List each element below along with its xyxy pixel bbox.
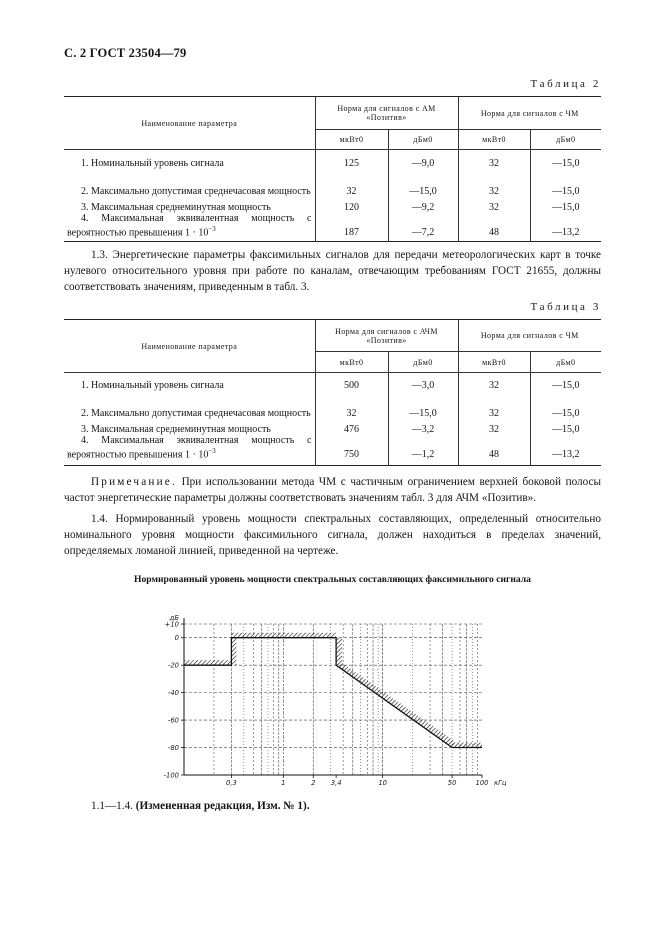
table2-cell: 125 <box>315 150 388 169</box>
table-row <box>64 435 601 466</box>
table3-cell: 32 <box>458 373 530 391</box>
y-tick-label: 0 <box>174 634 179 643</box>
table3-cell: —15,0 <box>388 391 458 419</box>
table3-row-name: 1. Номинальный уровень сигнала <box>81 379 224 391</box>
table2-cell: —15,0 <box>530 169 601 197</box>
x-tick-label: 2 <box>311 779 316 787</box>
table3-cell: 32 <box>315 391 388 419</box>
x-tick-label: 1 <box>281 779 286 787</box>
table2-unit: дБм0 <box>388 130 458 150</box>
table2-row-name: 3. Максимальная среднеминутная мощность <box>81 201 271 213</box>
table3-row-name: 3. Максимальная среднеминутная мощность <box>81 423 271 435</box>
table-row <box>64 197 601 213</box>
table2-row-name: 1. Номинальный уровень сигнала <box>81 157 224 169</box>
y-tick-label: -100 <box>163 771 179 780</box>
table2-row-name: 2. Максимально допустимая среднечасовая мощность <box>81 185 311 197</box>
table3-cell: —13,2 <box>530 435 601 466</box>
table3-cell: 48 <box>458 435 530 466</box>
table-row <box>64 373 601 391</box>
table2-cell: 32 <box>315 169 388 197</box>
table2-group1-header: Норма для сигналов с АМ «Позитив» <box>315 97 458 130</box>
y-unit-label: дБ <box>169 614 179 622</box>
table3-cell: 32 <box>458 419 530 435</box>
footer-bold: (Измененная редакция, Изм. № 1). <box>135 800 310 812</box>
table3-row-name <box>64 435 315 466</box>
footer-note <box>91 800 310 812</box>
table3-unit: дБм0 <box>530 352 601 373</box>
table2-cell: 32 <box>458 150 530 169</box>
y-tick-label: -20 <box>167 661 179 670</box>
y-tick-label: -80 <box>167 744 179 753</box>
table3-unit: дБм0 <box>388 352 458 373</box>
table3 <box>64 319 601 466</box>
table2-row-name <box>64 213 315 242</box>
table2-cell: —15,0 <box>530 197 601 213</box>
chart-grid <box>184 624 482 775</box>
table3-caption: Таблица 3 <box>530 301 601 313</box>
table2-cell: —13,2 <box>530 213 601 242</box>
table3-cell: —3,2 <box>388 419 458 435</box>
table3-row-name-text: 4. Максимальная эквивалентная мощность с вероятностью превышения 1 · 10 <box>67 434 312 460</box>
hatch-band-low <box>184 660 231 665</box>
table2-cell: —9,2 <box>388 197 458 213</box>
x-tick-label: 3,4 <box>330 779 342 787</box>
table3-row-name: 2. Максимально допустимая среднечасовая мощность <box>81 407 311 419</box>
table3-col-param: Наименование параметра <box>64 320 315 373</box>
chart <box>150 610 507 788</box>
paragraph-1-3: 1.3. Энергетические параметры факсимильных сигналов для передачи метеорологических карт в точке нулевого относительного уровня при работе по каналам, отвечающим требованиям ГОСТ 21655, должны соответствовать значениям, приведенным в табл. 3. <box>64 249 601 293</box>
table2-cell: 48 <box>458 213 530 242</box>
table2-row-name-text: 4. Максимальная эквивалентная мощность с вероятностью превышения 1 · 10 <box>67 212 312 238</box>
table2-cell: —15,0 <box>530 150 601 169</box>
table2-unit: дБм0 <box>530 130 601 150</box>
table3-cell: —3,0 <box>388 373 458 391</box>
table2-cell: 32 <box>458 197 530 213</box>
table3-unit: мкВт0 <box>458 352 530 373</box>
x-tick-label: 0,3 <box>225 779 237 787</box>
note-lead: Примечание. <box>91 476 177 488</box>
table2-unit: мкВт0 <box>458 130 530 150</box>
table2-cell: 120 <box>315 197 388 213</box>
hatch-band-top <box>231 633 336 638</box>
table-row <box>64 169 601 197</box>
hatch-band-step <box>231 638 236 665</box>
chart-axes <box>164 614 507 787</box>
hatch-band-drop <box>336 638 342 665</box>
chart-hatch-bands <box>184 633 482 748</box>
y-tick-label: -60 <box>167 716 179 725</box>
table3-row-name-sup: −3 <box>208 446 216 455</box>
table-row <box>64 150 601 169</box>
x-tick-label: 100 <box>475 779 489 787</box>
table3-cell: —15,0 <box>530 419 601 435</box>
table2 <box>64 96 601 242</box>
hatch-band-tail <box>452 743 482 748</box>
x-tick-label: 10 <box>378 779 387 787</box>
table2-cell: 187 <box>315 213 388 242</box>
table2-col-param: Наименование параметра <box>64 97 315 150</box>
page-header: С. 2 ГОСТ 23504—79 <box>64 46 187 60</box>
hatch-band-slope <box>336 662 455 747</box>
table3-unit: мкВт0 <box>315 352 388 373</box>
table-row <box>64 419 601 435</box>
table2-cell: —9,0 <box>388 150 458 169</box>
chart-title: Нормированный уровень мощности спектральных составляющих факсимильного сигнала <box>134 574 531 585</box>
note <box>64 474 601 506</box>
x-tick-label: 50 <box>447 779 457 787</box>
x-unit-label: кГц <box>494 779 507 787</box>
table2-row-name-sup: −3 <box>208 224 216 233</box>
table3-group1-header: Норма для сигналов с АЧМ «Позитив» <box>315 320 458 352</box>
table3-cell: 500 <box>315 373 388 391</box>
table2-cell: 32 <box>458 169 530 197</box>
table2-cell: —15,0 <box>388 169 458 197</box>
table-row <box>64 391 601 419</box>
table2-cell: —7,2 <box>388 213 458 242</box>
table3-cell: 32 <box>458 391 530 419</box>
note-text: При использовании метода ЧМ с частичным ограничением верхней боковой полосы частот энергетические параметры должны соответствовать значениям табл. 3 для АЧМ «Позитив». <box>64 476 601 504</box>
table3-cell: —15,0 <box>530 373 601 391</box>
table2-unit: мкВт0 <box>315 130 388 150</box>
table3-group2-header: Норма для сигналов с ЧМ <box>458 320 601 352</box>
table3-cell: 476 <box>315 419 388 435</box>
y-tick-label: +10 <box>164 620 179 629</box>
table3-cell: 750 <box>315 435 388 466</box>
table3-cell: —1,2 <box>388 435 458 466</box>
y-tick-label: -40 <box>167 689 179 698</box>
footer-lead: 1.1—1.4. <box>91 800 136 812</box>
table-row <box>64 213 601 242</box>
table2-caption: Таблица 2 <box>530 78 601 90</box>
table3-cell: —15,0 <box>530 391 601 419</box>
table2-group2-header: Норма для сигналов с ЧМ <box>458 97 601 130</box>
paragraph-1-4: 1.4. Нормированный уровень мощности спектральных составляющих, определенный относительно номинального уровня мощности факсимильного сигнала, должен находиться в пределах значений, определяемых ломаной линией, приведенной на чертеже. <box>64 513 601 557</box>
